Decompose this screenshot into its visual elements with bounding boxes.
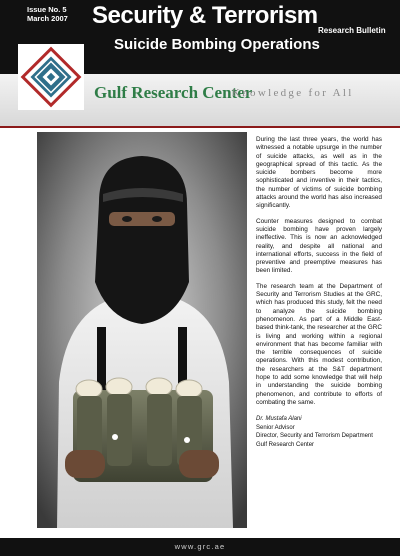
cover-photo [37, 132, 247, 528]
footer-bar [0, 538, 400, 556]
signature-name: Dr. Mustafa Alani [256, 416, 302, 423]
page-title: Security & Terrorism [92, 2, 318, 29]
article-paragraph: Counter measures designed to combat suicide bombing have proven largely ineffective. This is now an acknowledged reality, and despite all national and international efforts, success in the field of preventive and preemptive measures has been limited. [256, 217, 382, 275]
signature-org: Gulf Research Center [256, 441, 315, 448]
article-paragraph: The research team at the Department of Security and Terrorism Studies at the GRC, which has produced this study, felt the need to analyze the suicide bombing phenomenon. As part of a Middle East-based think-tank, the researcher at the GRC is living and working within a regional environment that has become familiar with the terrible consequences of suicide operations. With this modest contribution, the researchers at the S&T department hope to add some knowledge that will help in understanding the suicide bombing phenomenon, and contribute to efforts of combating the same. [256, 282, 382, 406]
org-name: Gulf Research Center [94, 83, 253, 102]
issue-info [27, 5, 68, 23]
org-tagline: Knowledge for All [232, 87, 354, 99]
footer-url[interactable]: www.grc.ae [174, 542, 226, 551]
article-paragraph: During the last three years, the world has witnessed a notable upsurge in the number of suicide attacks, as well as in the geographical spread of this tactic. As the suicide bombers become more sophisticated and inventive in their tactics, the number of victims of suicide bombing attacks around the world has also increased significantly. [256, 136, 382, 210]
signature-department: Director, Security and Terrorism Department [256, 433, 373, 440]
bulletin-label: Research Bulletin [318, 26, 386, 35]
signature-role: Senior Advisor [256, 424, 295, 431]
issue-number: Issue No. 5 [27, 5, 67, 14]
grc-logo-icon [18, 44, 84, 110]
accent-divider [0, 126, 400, 128]
page-subtitle: Suicide Bombing Operations [114, 36, 320, 53]
signature-block [256, 415, 382, 449]
issue-date: March 2007 [27, 14, 68, 23]
article-text [256, 136, 382, 449]
